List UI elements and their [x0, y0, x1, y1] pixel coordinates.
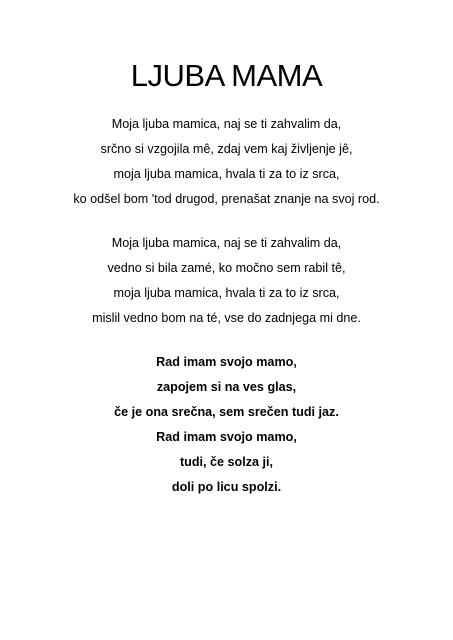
- chorus-line: tudi, če solza ji,: [179, 455, 274, 469]
- verse-line: moja ljuba mamica, hvala ti za to iz srca,: [113, 286, 340, 300]
- poem-title: LJUBA MAMA: [130, 58, 323, 93]
- verse-line: mislil vedno bom na té, vse do zadnjega mi dne.: [92, 311, 361, 325]
- verse-line: Moja ljuba mamica, naj se ti zahvalim da,: [111, 236, 342, 250]
- chorus-line: doli po licu spolzi.: [171, 480, 282, 494]
- stanza-1: [0, 112, 453, 212]
- chorus-line: Rad imam svojo mamo,: [156, 355, 297, 369]
- chorus-line: če je ona srečna, sem srečen tudi jaz.: [114, 405, 339, 419]
- verse-line: ko odšel bom 'tod drugod, prenašat znanje na svoj rod.: [73, 192, 380, 206]
- stanza-2: [0, 231, 453, 331]
- verse-line: srčno si vzgojila mê, zdaj vem kaj življenje jê,: [100, 142, 353, 156]
- verse-line: Moja ljuba mamica, naj se ti zahvalim da,: [111, 117, 342, 131]
- chorus-line: Rad imam svojo mamo,: [156, 430, 297, 444]
- chorus-stanza: [0, 350, 453, 500]
- verse-line: moja ljuba mamica, hvala ti za to iz srca,: [113, 167, 340, 181]
- chorus-line: zapojem si na ves glas,: [156, 380, 297, 394]
- verse-line: vedno si bila zamé, ko močno sem rabil tê,: [107, 261, 346, 275]
